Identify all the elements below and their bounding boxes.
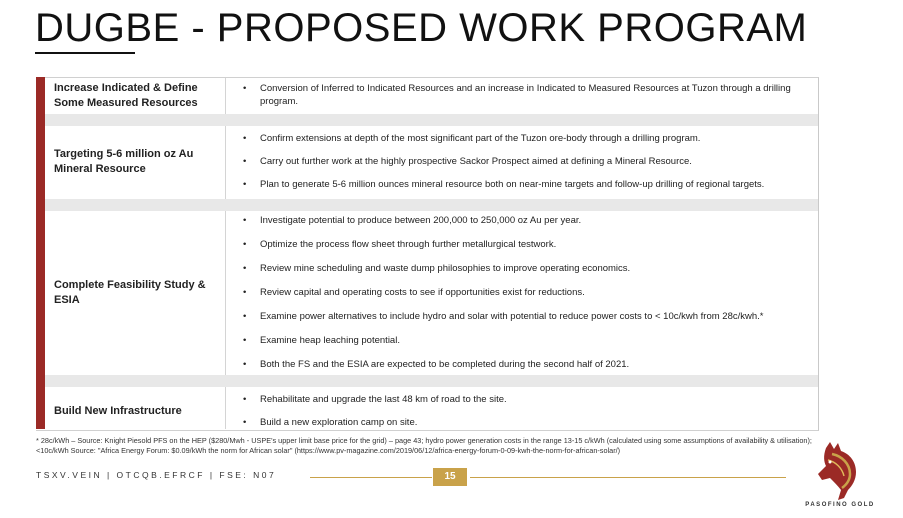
list-item: • Build a new exploration camp on site. <box>243 417 418 428</box>
list-item: • Rehabilitate and upgrade the last 48 km of road to the site. <box>243 394 507 405</box>
list-item: • Examine heap leaching potential. <box>243 335 400 346</box>
list-item: • Investigate potential to produce between 200,000 to 250,000 oz Au per year. <box>243 215 582 226</box>
bullet-icon: • <box>243 311 247 322</box>
row-separator <box>45 199 818 211</box>
table-row <box>45 126 818 199</box>
list-item: • Conversion of Inferred to Indicated Resources and an increase in Indicated to Measured Resources at Tuzon through a drilling program. <box>243 83 791 107</box>
row-heading: Increase Indicated & Define Some Measured Resources <box>54 82 198 109</box>
bullet-list <box>240 393 810 429</box>
bullet-list <box>240 214 810 371</box>
accent-bar <box>36 77 45 429</box>
bullet-icon: • <box>243 133 247 144</box>
list-item: • Examine power alternatives to include hydro and solar with potential to reduce power costs to < 10c/kwh from 28c/kwh.* <box>243 311 764 322</box>
horse-logo-icon <box>808 440 868 502</box>
page-number: 15 <box>433 468 467 486</box>
list-item: • Review capital and operating costs to see if opportunities exist for reductions. <box>243 287 585 298</box>
table-row <box>45 387 818 429</box>
list-item: • Carry out further work at the highly prospective Sackor Prospect aimed at defining a Mineral Resource. <box>243 156 692 167</box>
row-heading: Targeting 5-6 million oz Au Mineral Resource <box>54 148 194 175</box>
title-underline <box>35 52 135 54</box>
row-separator <box>45 375 818 387</box>
bullet-icon: • <box>243 359 247 370</box>
table-row <box>45 211 818 375</box>
table-row <box>45 78 818 114</box>
list-item: • Confirm extensions at depth of the most significant part of the Tuzon ore-body through a drilling program. <box>243 133 701 144</box>
bullet-icon: • <box>243 287 247 298</box>
bullet-icon: • <box>243 215 247 226</box>
bullet-icon: • <box>243 179 247 190</box>
logo-wordmark: PASOFINO GOLD <box>805 502 875 508</box>
bullet-list <box>240 132 810 191</box>
bullet-icon: • <box>243 156 247 167</box>
bullet-list <box>240 82 810 108</box>
ticker-symbols: TSXV.VEIN | OTCQB.EFRCF | FSE: N07 <box>36 470 277 480</box>
bullet-icon: • <box>243 394 247 405</box>
footer-divider <box>470 477 786 478</box>
bullet-icon: • <box>243 335 247 346</box>
footnote: * 28c/kWh – Source: Knight Piesold PFS on the HEP ($280/Mwh - USPE's upper limit base price for the grid) – page 43; hydro power generation costs in the range 13-15 c/kWh (calculated using some assumptions of availability & utilisation); <10c/kWh Source: "Africa Energy Forum: $0.09/kWh the norm for African solar" (https://www.pv-magazine.com/2019/06/12/africa-energy-forum-0-09-kwh-the-norm-for-african-solar/) <box>36 436 812 455</box>
bullet-icon: • <box>243 239 247 250</box>
list-item: • Review mine scheduling and waste dump philosophies to improve operating economics. <box>243 263 631 274</box>
list-item: • Plan to generate 5-6 million ounces mineral resource both on near-mine targets and follow-up drilling of regional targets. <box>243 179 765 190</box>
page-title: DUGBE - PROPOSED WORK PROGRAM <box>35 6 808 50</box>
list-item: • Both the FS and the ESIA are expected to be completed during the second half of 2021. <box>243 359 630 370</box>
bullet-icon: • <box>243 83 247 94</box>
list-item: • Optimize the process flow sheet through further metallurgical testwork. <box>243 239 557 250</box>
row-heading: Build New Infrastructure <box>54 405 182 417</box>
footer-divider <box>310 477 432 478</box>
bullet-icon: • <box>243 263 247 274</box>
row-heading: Complete Feasibility Study & ESIA <box>54 279 206 306</box>
bullet-icon: • <box>243 417 247 428</box>
row-separator <box>45 114 818 126</box>
